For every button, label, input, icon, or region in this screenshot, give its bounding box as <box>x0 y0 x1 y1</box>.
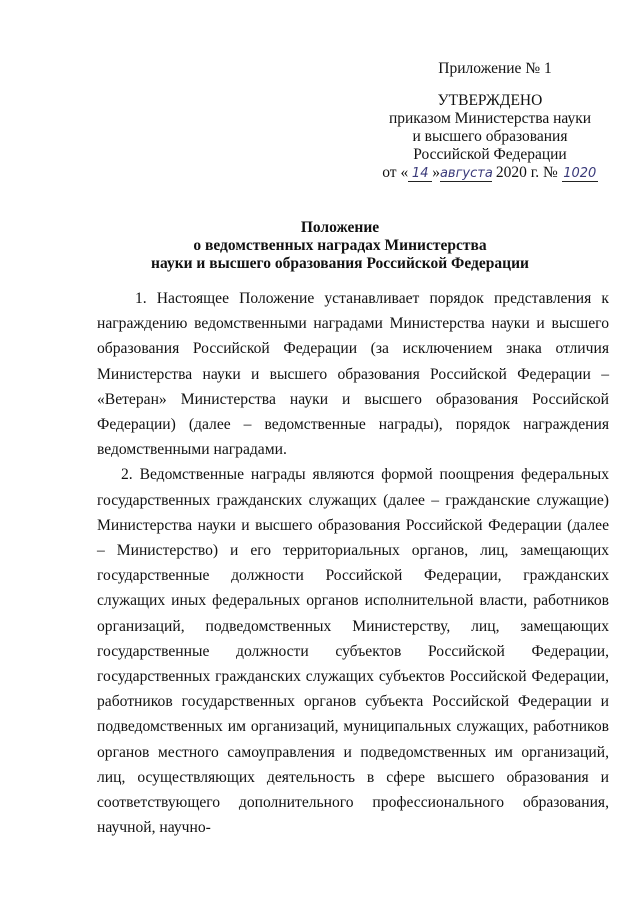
document-body <box>97 286 609 840</box>
date-day-handwritten: 14 <box>408 167 432 182</box>
date-month-handwritten: августа <box>439 166 493 181</box>
title-line-2: о ведомственных наградах Министерства <box>193 237 487 254</box>
document-title <box>80 219 600 273</box>
annex-label: Приложение № 1 <box>438 60 552 77</box>
date-mid: » <box>432 164 440 181</box>
order-line-2: и высшего образования <box>412 128 568 145</box>
order-line-3: Российской Федерации <box>413 146 567 163</box>
approved-label: УТВЕРЖДЕНО <box>437 92 543 109</box>
order-number-handwritten: 1020 <box>563 166 597 181</box>
paragraph-2: 2. Ведомственные награды являются формой поощрения федеральных государственных гражданских служащих (далее – гражданские служащие) Министерства науки и высшего образования Российской Федерации (далее – Министерство) и его территориальных органов, лиц, замещающих государственные должности Российской Федерации, гражданских служащих иных федеральных органов исполнительной власти, работников организаций, подведомственных Министерству, лиц, замещающих государственные должности субъектов Российской Федерации, государственных гражданских служащих субъектов Российской Федерации, работников государственных органов субъекта Российской Федерации и подведомственных им организаций, муниципальных служащих, работников органов местного самоуправления и подведомственных им организаций, лиц, осуществляющих деятельность в сфере высшего образования и соответствующего дополнительного профессионального образования, научной, научно- <box>97 466 609 837</box>
date-prefix: от « <box>382 164 409 181</box>
title-line-3: науки и высшего образования Российской Федерации <box>151 255 529 272</box>
order-line-1: приказом Министерства науки <box>388 110 592 127</box>
approval-block <box>360 60 620 182</box>
title-line-1: Положение <box>300 219 380 236</box>
paragraph-1: 1. Настоящее Положение устанавливает порядок представления к награждению ведомственными наградами Министерства науки и высшего образования Российской Федерации (за исключением знака отличия Министерства науки и высшего образования Российской Федерации – «Ветеран» Министерства науки и высшего образования Российской Федерации) (далее – ведомственные награды), порядок награждения ведомственными наградами. <box>97 290 609 459</box>
date-year: 2020 г. № <box>495 164 558 181</box>
order-date-line <box>360 164 620 182</box>
